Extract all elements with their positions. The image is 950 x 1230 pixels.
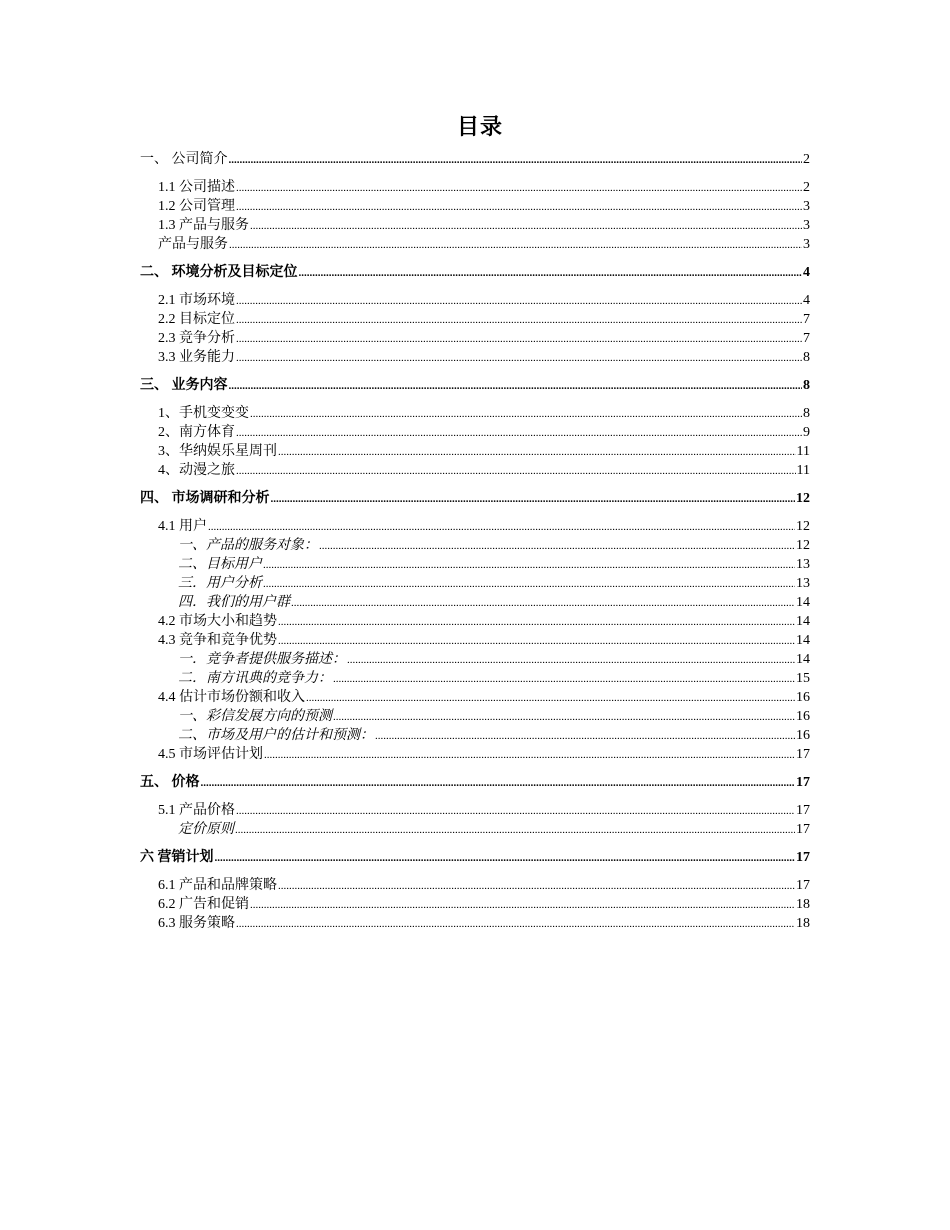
toc-leader-dots [271,489,796,509]
toc-page-number: 8 [803,378,810,393]
toc-entry[interactable] [140,669,810,688]
toc-leader-dots [236,197,802,217]
toc-page-number: 11 [796,444,810,459]
toc-entry-label: 2.1 市场环境 [158,293,235,308]
toc-leader-dots [347,650,795,670]
toc-page-number: 14 [796,633,810,648]
toc-entry[interactable] [140,310,810,329]
toc-entry-label: 1.2 公司管理 [158,199,235,214]
toc-leader-dots [208,517,795,537]
toc-entry-label: 4.3 竞争和竞争优势 [158,633,277,648]
toc-entry-label: 3、华纳娱乐星周刊 [158,444,277,459]
toc-entry[interactable] [140,329,810,348]
toc-page-number: 17 [796,850,810,865]
toc-leader-dots [236,310,802,330]
toc-page-number: 17 [796,878,810,893]
toc-entry[interactable] [140,612,810,631]
toc-page-number: 16 [796,709,810,724]
toc-leader-dots [235,820,795,840]
toc-entry-label: 1、手机变变变 [158,406,249,421]
toc-leader-dots [333,669,795,689]
toc-entry-label: 4.1 用户 [158,519,207,534]
toc-entry[interactable] [140,801,810,820]
toc-entry[interactable] [140,726,810,745]
toc-entry[interactable] [140,914,810,933]
toc-leader-dots [201,773,796,793]
toc-entry[interactable] [140,820,810,839]
toc-page-number: 2 [803,180,810,195]
toc-entry[interactable] [140,291,810,310]
toc-page-number: 17 [796,803,810,818]
toc-entry[interactable] [140,423,810,442]
toc-entry[interactable] [140,197,810,216]
toc-entry-marketing-plan[interactable] [140,848,810,867]
toc-entry-label: 五、 价格 [140,775,200,790]
toc-entry-label: 1.1 公司描述 [158,180,235,195]
toc-leader-dots [250,895,795,915]
toc-leader-dots [278,612,795,632]
toc-entry-label: 2、南方体育 [158,425,235,440]
toc-page-number: 14 [796,595,810,610]
toc-page-number: 8 [803,350,810,365]
toc-entry[interactable] [140,178,810,197]
toc-entry-business-content[interactable] [140,376,810,395]
toc-page-number: 4 [803,265,810,280]
toc-leader-dots [236,329,802,349]
toc-entry-label: 产品与服务 [158,237,228,252]
toc-entry-company-intro[interactable] [140,150,810,169]
toc-leader-dots [319,536,795,556]
toc-entry-label: 二、 环境分析及目标定位 [140,265,298,280]
toc-entry-label: 一、彩信发展方向的预测 [178,709,332,724]
toc-entry-label: 4.5 市场评估计划 [158,747,263,762]
toc-leader-dots [333,707,795,727]
toc-leader-dots [236,914,795,934]
toc-entry-label: 一、产品的服务对象： [178,538,318,553]
toc-leader-dots [236,423,802,443]
toc-entry[interactable] [140,876,810,895]
toc-entry-label: 二、市场及用户的估计和预测： [178,728,374,743]
toc-entry[interactable] [140,348,810,367]
toc-entry[interactable] [140,707,810,726]
toc-leader-dots [229,376,803,396]
toc-entry[interactable] [140,574,810,593]
toc-entry-market-research[interactable] [140,489,810,508]
toc-leader-dots [250,216,802,236]
toc-entry-label: 6.2 广告和促销 [158,897,249,912]
toc-leader-dots [229,150,803,170]
toc-entry[interactable] [140,631,810,650]
toc-entry[interactable] [140,536,810,555]
toc-entry-label: 4.4 估计市场份额和收入 [158,690,305,705]
toc-page-number: 17 [796,822,810,837]
toc-entry[interactable] [140,593,810,612]
toc-leader-dots [215,848,796,868]
toc-entry[interactable] [140,895,810,914]
toc-leader-dots [236,801,795,821]
toc-leader-dots [375,726,795,746]
toc-page-number: 12 [796,538,810,553]
toc-page-number: 16 [796,728,810,743]
toc-page-number: 7 [803,331,810,346]
toc-entry[interactable] [140,404,810,423]
toc-entry-label: 四、 市场调研和分析 [140,491,270,506]
toc-page-number: 17 [796,747,810,762]
toc-entry-label: 一．竞争者提供服务描述： [178,652,346,667]
toc-leader-dots [236,461,796,481]
toc-entry[interactable] [140,216,810,235]
toc-entry-label: 6.1 产品和品牌策略 [158,878,277,893]
toc-page-number: 3 [803,199,810,214]
toc-entry-label: 2.3 竞争分析 [158,331,235,346]
toc-page-number: 15 [796,671,810,686]
toc-page-number: 7 [803,312,810,327]
toc-leader-dots [229,235,802,255]
toc-page-number: 4 [803,293,810,308]
toc-entry-label: 1.3 产品与服务 [158,218,249,233]
toc-page-number: 14 [796,652,810,667]
toc-page-number: 3 [803,218,810,233]
toc-entry-label: 定价原则 [178,822,234,837]
toc-page-number: 17 [796,775,810,790]
toc-page-number: 18 [796,897,810,912]
toc-entry[interactable] [140,517,810,536]
toc-page-number: 14 [796,614,810,629]
toc-entry-label: 四．我们的用户群 [178,595,290,610]
toc-entry[interactable] [140,650,810,669]
toc-leader-dots [278,442,796,462]
toc-entry-label: 二、目标用户 [178,557,262,572]
toc-page-number: 16 [796,690,810,705]
toc-entry-price[interactable] [140,773,810,792]
toc-leader-dots [263,574,795,594]
toc-leader-dots [236,348,802,368]
toc-page-number: 12 [796,519,810,534]
toc-leader-dots [263,555,795,575]
toc-entry-label: 4、动漫之旅 [158,463,235,478]
toc-page-number: 13 [796,576,810,591]
toc-page-number: 13 [796,557,810,572]
toc-page-number: 12 [796,491,810,506]
toc-entry[interactable] [140,442,810,461]
toc-leader-dots [264,745,795,765]
toc-entry-label: 三、 业务内容 [140,378,228,393]
toc-leader-dots [278,876,795,896]
toc-entry-label: 二．南方讯典的竞争力： [178,671,332,686]
toc-page-number: 2 [803,152,810,167]
toc-leader-dots [250,404,802,424]
toc-entry[interactable] [140,688,810,707]
toc-page-number: 18 [796,916,810,931]
toc-entry-label: 一、 公司简介 [140,152,228,167]
toc-leader-dots [291,593,795,613]
toc-entry[interactable] [140,745,810,764]
toc-entry[interactable] [140,235,810,254]
toc-page-number: 9 [803,425,810,440]
toc-leader-dots [306,688,795,708]
toc-entry-label: 4.2 市场大小和趋势 [158,614,277,629]
toc-leader-dots [236,291,802,311]
toc-entry-label: 2.2 目标定位 [158,312,235,327]
toc-entry[interactable] [140,555,810,574]
toc-entry-label: 三．用户分析 [178,576,262,591]
toc-page-number: 3 [803,237,810,252]
toc-entry-label: 3.3 业务能力 [158,350,235,365]
toc-leader-dots [299,263,803,283]
toc-entry-label: 6.3 服务策略 [158,916,235,931]
toc-title: 目录 [456,115,503,140]
toc-leader-dots [236,178,802,198]
toc-entry-label: 5.1 产品价格 [158,803,235,818]
toc-page-number: 8 [803,406,810,421]
toc-page-number: 11 [796,463,810,478]
toc-entry[interactable] [140,461,810,480]
toc-leader-dots [278,631,795,651]
toc-entry-label: 六 营销计划 [140,850,214,865]
toc-entry-environment-analysis[interactable] [140,263,810,282]
table-of-contents [140,148,810,933]
